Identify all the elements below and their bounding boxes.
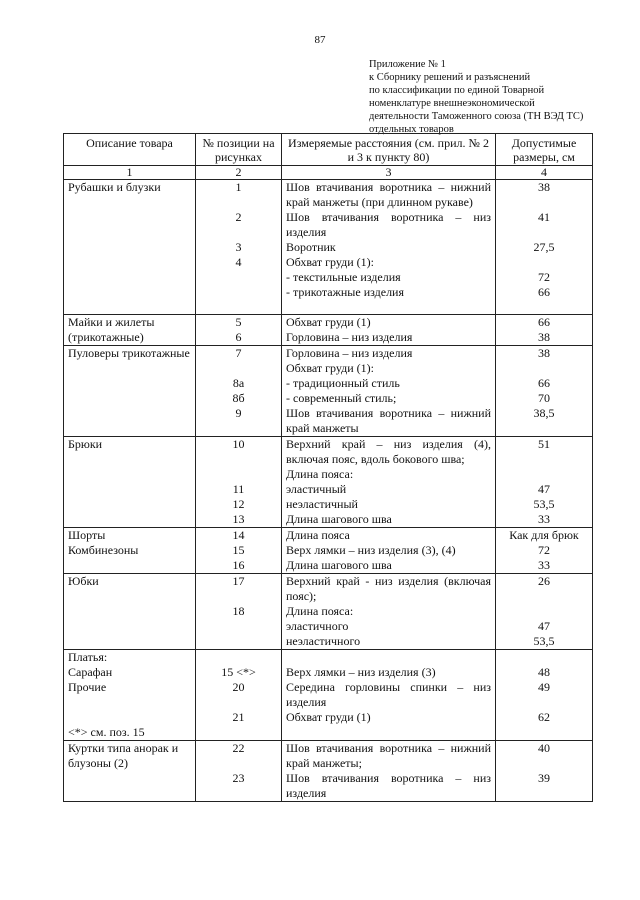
item-description: [64, 300, 196, 315]
measurement: Середина горловины спинки – низ изделия: [282, 680, 496, 710]
item-description: Сарафан: [64, 665, 196, 680]
allowed-size: 38: [496, 330, 593, 346]
position-number: 15 <*>: [196, 665, 282, 680]
allowed-size: 38: [496, 180, 593, 211]
table-group: [64, 650, 593, 741]
table-row: [64, 346, 593, 362]
position-number: [196, 300, 282, 315]
header-measurements: Измеряемые расстояния (см. прил. № 2 и 3 к пункту 80): [282, 134, 496, 166]
item-description: [64, 391, 196, 406]
item-description: [64, 406, 196, 437]
allowed-size: 53,5: [496, 634, 593, 650]
table-row: [64, 634, 593, 650]
table-row: [64, 558, 593, 574]
item-description: [64, 619, 196, 634]
table-row: [64, 497, 593, 512]
position-number: [196, 361, 282, 376]
allowed-size: 27,5: [496, 240, 593, 255]
position-number: 18: [196, 604, 282, 619]
item-description: Шорты: [64, 528, 196, 544]
position-number: [196, 270, 282, 285]
item-description: [64, 240, 196, 255]
measurement: Шов втачивания воротника – нижний край манжеты;: [282, 741, 496, 772]
measurement: [282, 300, 496, 315]
item-description: [64, 497, 196, 512]
measurement: Верхний край - низ изделия (включая пояс);: [282, 574, 496, 605]
allowed-size: 66: [496, 376, 593, 391]
table-group: [64, 574, 593, 650]
table-header: [64, 134, 593, 166]
appendix-header: [369, 58, 629, 136]
table-row: [64, 725, 593, 741]
measurement: Обхват груди (1): [282, 315, 496, 331]
position-number: [196, 285, 282, 300]
measurement: Длина пояса: [282, 528, 496, 544]
table-row: [64, 741, 593, 772]
allowed-size: 26: [496, 574, 593, 605]
position-number: 7: [196, 346, 282, 362]
item-description: [64, 270, 196, 285]
item-description: Брюки: [64, 437, 196, 468]
allowed-size: 33: [496, 558, 593, 574]
item-description: [64, 361, 196, 376]
measurement: [282, 725, 496, 741]
measurement: Верх лямки – низ изделия (3): [282, 665, 496, 680]
table-row: [64, 482, 593, 497]
allowed-size: [496, 255, 593, 270]
position-number: 15: [196, 543, 282, 558]
position-number: 8б: [196, 391, 282, 406]
table-row: [64, 543, 593, 558]
appendix-line: к Сборнику решений и разъяснений: [369, 72, 531, 83]
allowed-size: 47: [496, 619, 593, 634]
table-row: [64, 376, 593, 391]
item-description: (трикотажные): [64, 330, 196, 346]
allowed-size: 53,5: [496, 497, 593, 512]
measurement: Горловина – низ изделия: [282, 346, 496, 362]
item-description: [64, 558, 196, 574]
item-description: [64, 771, 196, 802]
table-row: [64, 437, 593, 468]
page-number: 87: [314, 34, 326, 46]
position-number: 2: [196, 210, 282, 240]
table-group: [64, 437, 593, 528]
table-row: [64, 604, 593, 619]
table-row: [64, 665, 593, 680]
allowed-size: 72: [496, 543, 593, 558]
item-description: [64, 634, 196, 650]
table-row: [64, 467, 593, 482]
measurement: - современный стиль;: [282, 391, 496, 406]
table-row: [64, 315, 593, 331]
position-number: 12: [196, 497, 282, 512]
measurement: неэластичный: [282, 497, 496, 512]
item-description: [64, 512, 196, 528]
allowed-size: 48: [496, 665, 593, 680]
column-number: 1: [64, 166, 196, 180]
table-group: [64, 180, 593, 315]
position-number: 6: [196, 330, 282, 346]
measurement: Длина шагового шва: [282, 512, 496, 528]
column-number-row: [64, 166, 593, 180]
measurement: неэластичного: [282, 634, 496, 650]
allowed-size: 51: [496, 437, 593, 468]
table-row: [64, 180, 593, 211]
appendix-line: отдельных товаров: [369, 124, 454, 135]
allowed-size: 49: [496, 680, 593, 710]
table-row: [64, 710, 593, 725]
measurement: эластичного: [282, 619, 496, 634]
position-number: 23: [196, 771, 282, 802]
measurement: Длина пояса:: [282, 467, 496, 482]
table-row: [64, 391, 593, 406]
table-row: [64, 300, 593, 315]
allowed-size: 66: [496, 315, 593, 331]
position-number: [196, 467, 282, 482]
allowed-size: [496, 650, 593, 666]
measurement: Длина шагового шва: [282, 558, 496, 574]
item-description: [64, 285, 196, 300]
appendix-line: номенклатуре внешнеэкономической: [369, 98, 535, 109]
measurement: Шов втачивания воротника – низ изделия: [282, 771, 496, 802]
measurement: Обхват груди (1): [282, 710, 496, 725]
position-number: 14: [196, 528, 282, 544]
measurement: Обхват груди (1):: [282, 361, 496, 376]
table-row: [64, 270, 593, 285]
item-description: Платья:: [64, 650, 196, 666]
allowed-size: 62: [496, 710, 593, 725]
allowed-size: [496, 467, 593, 482]
position-number: 13: [196, 512, 282, 528]
position-number: 1: [196, 180, 282, 211]
sizes-table: [63, 133, 593, 802]
appendix-line: по классификации по единой Товарной: [369, 85, 545, 96]
column-number: 2: [196, 166, 282, 180]
measurement: Шов втачивания воротника – нижний край манжеты (при длинном рукаве): [282, 180, 496, 211]
item-description: Рубашки и блузки: [64, 180, 196, 211]
item-description: Майки и жилеты: [64, 315, 196, 331]
table-row: [64, 512, 593, 528]
measurement: Обхват груди (1):: [282, 255, 496, 270]
allowed-size: 41: [496, 210, 593, 240]
item-description: [64, 255, 196, 270]
table-group: [64, 741, 593, 802]
measurement: - текстильные изделия: [282, 270, 496, 285]
allowed-size: 47: [496, 482, 593, 497]
measurement: Шов втачивания воротника – нижний край манжеты: [282, 406, 496, 437]
table-row: [64, 574, 593, 605]
position-number: 17: [196, 574, 282, 605]
item-description: [64, 710, 196, 725]
allowed-size: [496, 300, 593, 315]
position-number: [196, 650, 282, 666]
position-number: 4: [196, 255, 282, 270]
column-number: 4: [496, 166, 593, 180]
position-number: 3: [196, 240, 282, 255]
allowed-size: 39: [496, 771, 593, 802]
allowed-size: [496, 725, 593, 741]
measurement: Длина пояса:: [282, 604, 496, 619]
table-row: [64, 255, 593, 270]
item-description: [64, 210, 196, 240]
allowed-size: 40: [496, 741, 593, 772]
measurement: - традиционный стиль: [282, 376, 496, 391]
appendix-line: Приложение № 1: [369, 59, 446, 70]
table-row: [64, 285, 593, 300]
position-number: [196, 634, 282, 650]
allowed-size: 70: [496, 391, 593, 406]
position-number: 8а: [196, 376, 282, 391]
item-description: Юбки: [64, 574, 196, 605]
position-number: 21: [196, 710, 282, 725]
table-row: [64, 406, 593, 437]
table-row: [64, 771, 593, 802]
measurement: Воротник: [282, 240, 496, 255]
column-number: 3: [282, 166, 496, 180]
table-row: [64, 680, 593, 710]
measurement: Горловина – низ изделия: [282, 330, 496, 346]
position-number: 20: [196, 680, 282, 710]
table-row: [64, 210, 593, 240]
table-row: [64, 330, 593, 346]
allowed-size: 72: [496, 270, 593, 285]
measurement: Шов втачивания воротника – низ изделия: [282, 210, 496, 240]
position-number: 5: [196, 315, 282, 331]
measurement: эластичный: [282, 482, 496, 497]
measurement: [282, 650, 496, 666]
header-position: № позиции на рисунках: [196, 134, 282, 166]
position-number: 22: [196, 741, 282, 772]
position-number: [196, 725, 282, 741]
table-row: [64, 361, 593, 376]
item-description: Куртки типа анорак и блузоны (2): [64, 741, 196, 772]
table-group: [64, 528, 593, 574]
table-row: [64, 528, 593, 544]
item-description: [64, 376, 196, 391]
item-description: [64, 604, 196, 619]
allowed-size: 66: [496, 285, 593, 300]
item-description: [64, 482, 196, 497]
position-number: 11: [196, 482, 282, 497]
item-description: Пуловеры трикотажные: [64, 346, 196, 362]
position-number: 9: [196, 406, 282, 437]
allowed-size: 33: [496, 512, 593, 528]
table-row: [64, 650, 593, 666]
allowed-size: Как для брюк: [496, 528, 593, 544]
allowed-size: 38: [496, 346, 593, 362]
allowed-size: 38,5: [496, 406, 593, 437]
table-row: [64, 240, 593, 255]
measurement: Верхний край – низ изделия (4), включая пояс, вдоль бокового шва;: [282, 437, 496, 468]
position-number: 16: [196, 558, 282, 574]
allowed-size: [496, 361, 593, 376]
table-group: [64, 346, 593, 437]
measurement: Верх лямки – низ изделия (3), (4): [282, 543, 496, 558]
item-description: [64, 467, 196, 482]
item-description: <*> см. поз. 15: [64, 725, 196, 741]
table-group: [64, 315, 593, 346]
item-description: Прочие: [64, 680, 196, 710]
position-number: [196, 619, 282, 634]
header-description: Описание товара: [64, 134, 196, 166]
position-number: 10: [196, 437, 282, 468]
appendix-line: деятельности Таможенного союза (ТН ВЭД ТС): [369, 111, 584, 122]
measurement: - трикотажные изделия: [282, 285, 496, 300]
item-description: Комбинезоны: [64, 543, 196, 558]
allowed-size: [496, 604, 593, 619]
header-sizes: Допустимые размеры, см: [496, 134, 593, 166]
table-row: [64, 619, 593, 634]
